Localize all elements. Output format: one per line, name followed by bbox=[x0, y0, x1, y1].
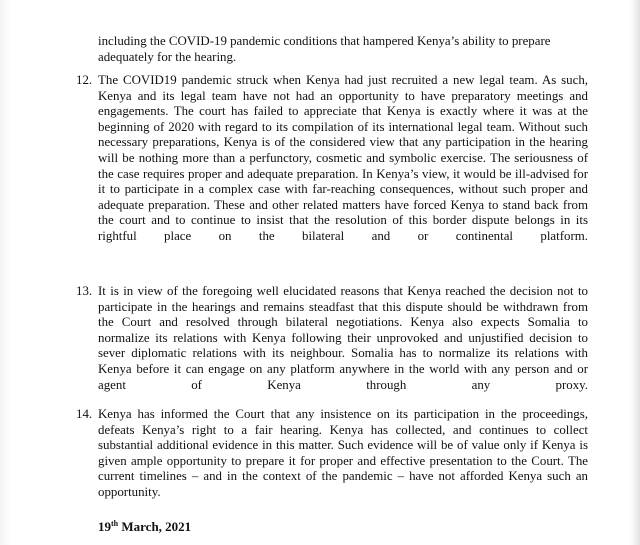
paragraph-number: 13. bbox=[76, 284, 93, 298]
paragraph-text: The COVID19 pandemic struck when Kenya had just recruited a new legal team. As such, Kenya and its legal team have not had an opportunity to have preparatory meetings and engagements. The court has failed to appreciate that Kenya is exactly where it was at the beginning of 2020 with regard to its compilation of its international legal team. Without such necessary preparations, Kenya is of the considered view that any participation in the hearing will be nothing more than a perfunctory, cosmetic and symbolic exercise. The seriousness of the case requires proper and adequate preparation. In Kenya’s view, it would be ill-advised for it to participate in a complex case with far-reaching consequences, without such proper and adequate preparation. These and other related matters have forced Kenya to stand back from the court and to continue to insist that the resolution of this border dispute belongs in its rightful place on the bilateral and or continental platform. bbox=[98, 73, 588, 243]
paragraph-text: It is in view of the foregoing well elucidated reasons that Kenya reached the decision not to participate in the hearings and remains steadfast that this dispute should be withdrawn from the Court and resolved through bilateral negotiations. Kenya also expects Somalia to normalize its relations with Kenya following their unprovoked and unjustified decision to sever diplomatic relations with its neighbour. Somalia has to normalize its relations with Kenya before it can engage on any platform anywhere in the world with any person and or agent of Kenya through any proxy. bbox=[98, 284, 588, 392]
date-month-year: March, 2021 bbox=[118, 519, 192, 534]
paragraph-text: Kenya has informed the Court that any insistence on its participation in the proceedings, defeats Kenya’s right to a fair hearing. Kenya has collected, and continues to collect substantial additional evidence in this matter. Such evidence will be of value only if Kenya is given ample opportunity to prepare it for proper and effective presentation to the Court. The current timelines – and in the context of the pandemic – have not afforded Kenya such an opportunity. bbox=[98, 407, 588, 499]
paragraph-14 bbox=[76, 407, 588, 516]
paragraph-13 bbox=[76, 284, 588, 409]
page-edge-shadow bbox=[632, 0, 640, 545]
paragraph-12 bbox=[76, 73, 588, 260]
paragraph-number: 12. bbox=[76, 73, 93, 87]
document-date bbox=[98, 519, 191, 535]
paragraph-number: 14. bbox=[76, 407, 93, 421]
date-day: 19 bbox=[98, 519, 111, 534]
date-ordinal-suffix: th bbox=[111, 519, 119, 528]
continued-paragraph-text: including the COVID-19 pandemic conditions that hampered Kenya’s ability to prepare adequately for the hearing. bbox=[98, 34, 551, 64]
